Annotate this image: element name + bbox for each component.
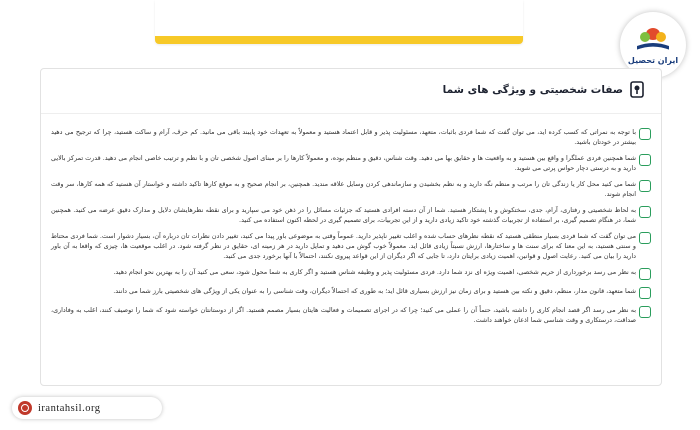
- bullet-icon: [639, 128, 651, 140]
- list-item: [51, 127, 651, 147]
- bullet-icon: [639, 180, 651, 192]
- list-item: [51, 267, 651, 280]
- paragraph-text: به نظر می رسد اگر قصد انجام کاری را داشته باشید، حتماً آن را عملی می کنید؛ چرا که در اجرای تصمیمات و فعالیت هایتان بسیار مصمم هستید. اگر از دوستانتان خواسته شود که شما را توصیف کنند، اغلب به وفاداری، صداقت، درستکاری و وقت شناسی شما اذعان خواهند داشت.: [51, 306, 636, 324]
- paragraph-list: [51, 127, 651, 331]
- bullet-icon: [639, 287, 651, 299]
- bullet-icon: [639, 232, 651, 244]
- personality-card: [40, 68, 662, 386]
- bullet-icon: [639, 268, 651, 280]
- paragraph-text: شما متعهد، قانون مدار، منظم، دقیق و نکته بین هستید و برای زمان نیز ارزش بسیاری قائل اید؛ به طوری که احتمالاً دیگران، وقت شناسی را به عنوان یکی از ویژگی های شخصیتی بارز شما می دانند.: [113, 287, 636, 295]
- paragraph-text: شما می کنید محل کار یا زندگی تان را مرتب و منظم نگه دارید و به نظم بخشیدن و سازماندهی کردن وسایل علاقه مندید. همچنین، بر انجام صحیح و به موقع کارها تاکید داشته و خواستار آن هستید که همه کارها، سر وقت انجام شوند.: [51, 180, 636, 198]
- bullet-icon: [639, 206, 651, 218]
- globe-icon: [18, 401, 32, 415]
- list-item: [51, 305, 651, 325]
- paragraph-text: شما همچنین فردی عملگرا و واقع بین هستید و به واقعیت ها و حقایق بها می دهید. وقت شناس، دقیق و منظم بوده، و معمولاً کارها را بر مبنای اصول شخصی تان و با نظم و ترتیب خاصی انجام می دهید. قدرت تمرکز بالایی دارید و به درستی دچار حواس پرتی می شوید.: [51, 154, 636, 172]
- website-link[interactable]: [12, 397, 162, 419]
- card-title: صفات شخصیتی و ویژگی های شما: [442, 84, 623, 96]
- list-item: [51, 286, 651, 299]
- logo-text: ایران تحصیل: [627, 55, 679, 65]
- website-url: irantahsil.org: [38, 402, 101, 414]
- document-pin-icon: [629, 81, 647, 99]
- book-tree-icon: [633, 26, 673, 54]
- top-banner: [155, 0, 523, 44]
- list-item: [51, 205, 651, 225]
- list-item: [51, 179, 651, 199]
- bullet-icon: [639, 154, 651, 166]
- list-item: [51, 153, 651, 173]
- divider: [41, 113, 661, 114]
- paragraph-text: به نظر می رسد برخورداری از حریم شخصی، اهمیت ویژه ای نزد شما دارد. فردی مسئولیت پذیر و وظیفه شناس هستید و اگر کاری به شما محول شود، سعی می کنید آن را به بهترین نحو انجام دهید.: [113, 268, 636, 276]
- card-header: [443, 81, 647, 99]
- paragraph-text: می توان گفت که شما فردی بسیار منطقی هستید که نقطه نظرهای حساب شده و اغلب تغییر ناپذیر دارید. عموماً وقتی به موضوعی باور پیدا می کنید، تغییر دادن نظرات تان درباره آن، بسیار دشوار است. شما فردی محتاط و سنتی هستید، به این معنا که برای سنت ها و ساختارها، ارزش نسبتاً زیادی قائل اید. معمولاً خوب گوش می دهید و تمایل دارید در هر زمینه ای، حقایق در نظر گرفته شود. در اغلب موقعیت ها، چیزی که واقعا به آن باور دارید را بیان می کنید. رعایت اصول و قوانین، اهمیت زیادی برایتان دارد، تا جایی که اگر دیگران از این قواعد پیروی نکنند، احتمالاً با آنها برخورد جدی می کنید.: [51, 232, 636, 260]
- paragraph-text: با توجه به نمراتی که کسب کرده اید، می توان گفت که شما فردی باثبات، متعهد، مسئولیت پذیر و قابل اعتماد هستید و معمولاً به تعهدات خود پایبند باقی می مانید. کم حرف، آرام و ساکت هستید، چرا که ترجیح می دهید بیشتر در خودتان باشید.: [51, 128, 636, 146]
- paragraph-text: به لحاظ شخصیتی و رفتاری، آرام، جدی، سختکوش و با پشتکار هستید. شما از آن دسته افرادی هستید که جزئیات مسائل را در ذهن خود می سپارید و برای نقطه نظرهایشان دلایل و مدارک دقیق عرضه می کنید. همچنین شما، در هنگام تصمیم گیری، بر استفاده از تجربیات گذشته خود تاکید زیادی دارید و از این تجربیات، برای تصمیم گیری در لحظه اکنون استفاده می کنید.: [51, 206, 636, 224]
- bullet-icon: [639, 306, 651, 318]
- list-item: [51, 231, 651, 261]
